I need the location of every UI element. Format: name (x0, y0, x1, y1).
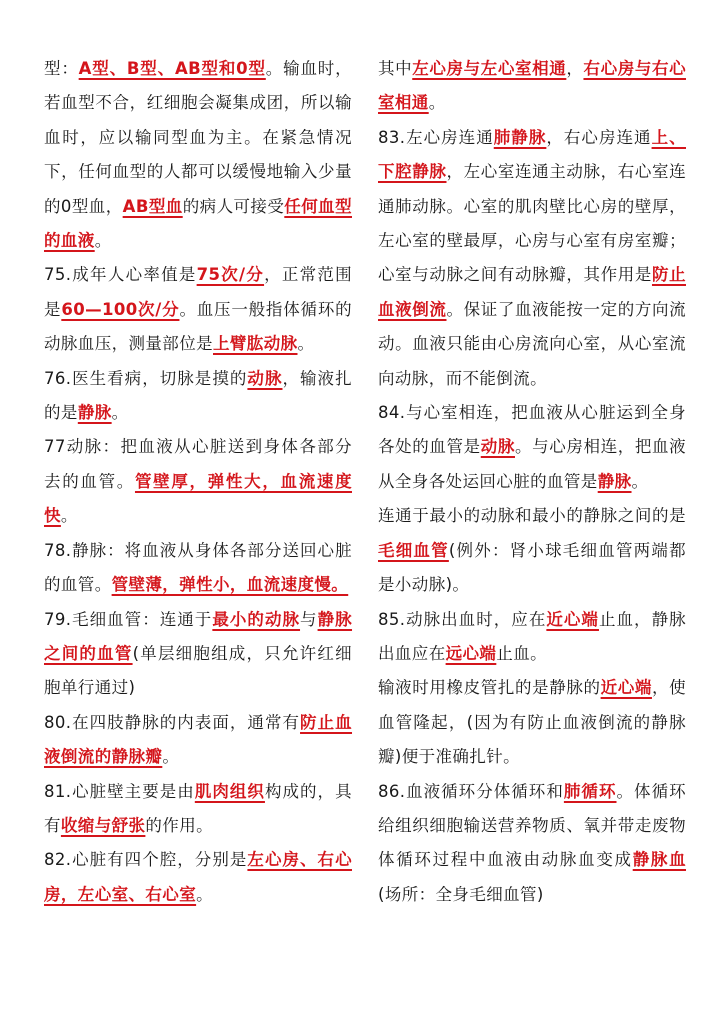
key-term: 管壁薄，弹性小，血流速度慢。 (111, 575, 349, 595)
body-text: 与 (300, 609, 318, 629)
paragraph (378, 671, 686, 774)
body-text: ，右心房连通 (546, 127, 652, 147)
paragraph (378, 121, 686, 396)
body-text: 止血，静脉出血应在 (378, 609, 687, 663)
body-text: 。输血时，若血型不合，红细胞会凝集成团，所以输血时，应以输同型血为主。在紧急情况下，任何血型的人都可以缓慢地输入少量的0型血， (44, 59, 352, 216)
body-text: 78.静脉：将血液从身体各部分送回心脏的血管。 (44, 540, 352, 595)
body-text: 。与心房相连，把血液从全身各处运回心脏的血管是 (378, 437, 687, 491)
paragraph (44, 534, 352, 603)
key-term: AB型血 (122, 196, 183, 216)
paragraph (44, 430, 352, 533)
key-term: 远心端 (445, 643, 497, 663)
key-term: 肌肉组织 (194, 781, 265, 801)
body-text: 84.与心室相连，把血液从心脏运到全身各处的血管是 (378, 403, 686, 457)
key-term: 上、下腔静脉 (378, 127, 686, 182)
body-text: 。 (162, 747, 180, 767)
key-term: 静脉 (597, 471, 632, 491)
body-text: 的作用。 (145, 815, 214, 835)
body-text: 85.动脉出血时，应在 (378, 609, 547, 629)
body-text: 。 (111, 403, 129, 423)
body-text: 75.成年人心率值是 (44, 265, 197, 285)
key-term: 上臂肱动脉 (213, 334, 298, 354)
body-text: 止血。 (496, 643, 548, 663)
key-term: 静脉之间的血管 (44, 609, 353, 663)
key-term: 收缩与舒张 (60, 815, 146, 835)
body-text: 构成的，具有 (44, 781, 352, 835)
body-text: 。 (94, 231, 112, 251)
body-text: (单层细胞组成，只允许红细胞单行通过) (44, 643, 352, 698)
key-term: 左心房、右心房，左心室、右心室 (44, 850, 352, 904)
body-text: 。血压一般指体循环的动脉血压，测量部位是 (44, 299, 353, 354)
body-text: 81.心脏壁主要是由 (44, 781, 195, 801)
body-text: ，输液扎的是 (44, 368, 352, 423)
body-text: 。 (297, 334, 315, 354)
body-text: 的病人可接受 (182, 196, 285, 216)
body-text: ，左心室连通主动脉，右心室连通肺动脉。心室的肌肉壁比心房的壁厚，左心室的壁最厚，心房与心室有房室瓣；心室与动脉之间有动脉瓣，其作用是 (378, 162, 686, 285)
key-term: 左心房与左心室相通 (412, 59, 567, 78)
key-term: 管壁厚，弹性大，血流速度快 (44, 471, 352, 526)
key-term: A型、B型、AB型和0型 (78, 59, 266, 78)
paragraph (378, 396, 686, 499)
key-term: 动脉 (480, 437, 515, 457)
body-text: 79.毛细血管：连通于 (44, 609, 213, 629)
key-term: 75次/分 (196, 265, 265, 285)
body-text: 。 (428, 93, 446, 113)
paragraph (378, 499, 686, 602)
paragraph (44, 775, 352, 844)
body-text: 。 (631, 471, 649, 491)
body-text: (场所：全身毛细血管) (378, 884, 544, 904)
body-text: 。体循环给组织细胞输送营养物质、氧并带走废物体循环过程中血液由动脉血变成 (378, 781, 687, 870)
body-text: 型： (44, 59, 79, 78)
key-term: 毛细血管 (378, 540, 449, 560)
left-column (44, 52, 352, 1018)
paragraph (44, 258, 352, 361)
key-term: 防止血液倒流的静脉瓣 (44, 712, 353, 767)
body-text: 其中 (378, 59, 413, 78)
paragraph (378, 775, 686, 913)
body-text: 82.心脏有四个腔，分别是 (44, 850, 248, 870)
body-text: ， (566, 59, 584, 78)
body-text: ，正常范围是 (44, 265, 352, 319)
key-term: 肺循环 (563, 781, 617, 801)
paragraph (378, 603, 686, 672)
body-text: (例外：肾小球毛细血管两端都是小动脉)。 (378, 540, 686, 595)
body-text: 77动脉：把血液从心脏送到身体各部分去的血管。 (44, 437, 352, 491)
body-text: 76.医生看病，切脉是摸的 (44, 368, 248, 388)
body-text: 83.左心房连通 (378, 127, 494, 147)
paragraph (44, 706, 352, 775)
paragraph (44, 52, 352, 258)
key-term: 静脉 (77, 403, 112, 423)
body-text: 。保证了血液能按一定的方向流动。血液只能由心房流向心室，从心室流向动脉，而不能倒流。 (378, 299, 686, 388)
key-term: 60—100次/分 (61, 299, 180, 319)
key-term: 最小的动脉 (212, 609, 301, 629)
key-term: 防止血液倒流 (378, 265, 686, 319)
key-term: 肺静脉 (493, 127, 547, 147)
key-term: 动脉 (247, 368, 283, 388)
body-text: 80.在四肢静脉的内表面，通常有 (44, 712, 301, 732)
body-text: 输液时用橡皮管扎的是静脉的 (378, 678, 601, 698)
body-text: 连通于最小的动脉和最小的静脉之间的是 (378, 506, 686, 526)
key-term: 任何血型的血液 (44, 196, 352, 251)
paragraph (378, 52, 686, 121)
key-term: 近心端 (600, 678, 652, 698)
key-term: 右心房与右心室相通 (378, 59, 686, 113)
key-term: 静脉血 (632, 850, 686, 870)
key-term: 近心端 (546, 609, 599, 629)
paragraph (44, 843, 352, 912)
body-text: ，使血管隆起，(因为有防止血液倒流的静脉瓣)便于准确扎针。 (378, 678, 686, 767)
paragraph (44, 362, 352, 431)
body-text: 86.血液循环分体循环和 (378, 781, 564, 801)
right-column (378, 52, 686, 1018)
body-text: 。 (60, 506, 78, 526)
paragraph (44, 603, 352, 706)
body-text: 。 (196, 884, 214, 904)
